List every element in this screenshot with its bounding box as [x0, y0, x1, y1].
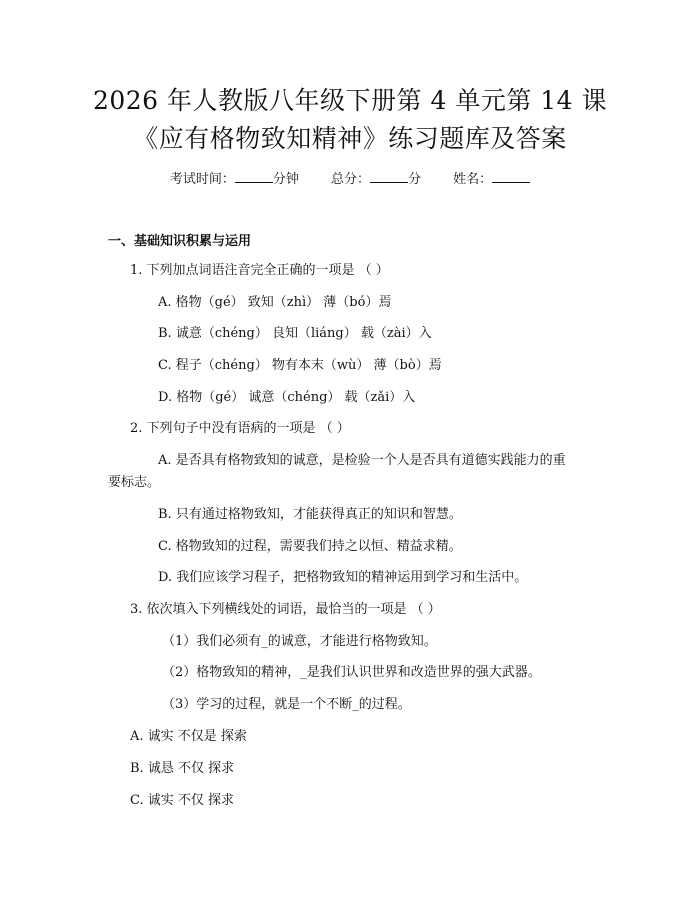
question-3-sentence-1: （1）我们必须有_的诚意，才能进行格物致知。: [162, 634, 437, 649]
document-title-line1: 2026 年人教版八年级下册第 4 单元第 14 课: [92, 86, 608, 115]
exam-name-label: 姓名：: [453, 172, 493, 187]
exam-score-unit: 分: [408, 172, 422, 187]
exam-score-blank: [370, 168, 408, 183]
question-3-option-c: C. 诚实 不仅 探求: [130, 793, 235, 808]
question-2-option-a-line1: A. 是否具有格物致知的诚意，是检验一个人是否具有道德实践能力的重: [158, 453, 566, 468]
question-3-option-b: B. 诚恳 不仅 探求: [130, 761, 235, 776]
exam-meta: [0, 168, 700, 190]
exam-time-unit: 分钟: [272, 172, 299, 187]
exam-name-blank: [492, 168, 530, 183]
exam-time-blank: [235, 168, 273, 183]
exam-score: [331, 168, 421, 190]
question-2-stem: 2. 下列句子中没有语病的一项是 （ ）: [130, 421, 350, 436]
exam-score-label: 总分：: [330, 172, 370, 187]
question-3-option-a: A. 诚实 不仅是 探索: [130, 729, 247, 744]
question-1-option-b: B. 诚意（chéng） 良知（liáng） 载（zài）入: [158, 326, 432, 341]
question-1-option-d: D. 格物（gé） 诚意（chéng） 载（zǎi）入: [158, 390, 416, 405]
document-title-line2: 《应有格物致知精神》练习题库及答案: [133, 124, 567, 153]
question-3-sentence-2: （2）格物致知的精神，_是我们认识世界和改造世界的强大武器。: [162, 665, 541, 680]
question-2-option-d: D. 我们应该学习程子，把格物致知的精神运用到学习和生活中。: [158, 570, 528, 585]
exam-name: [453, 168, 530, 190]
exam-time-label: 考试时间：: [169, 172, 235, 187]
question-2-option-b: B. 只有通过格物致知，才能获得真正的知识和智慧。: [158, 507, 462, 522]
question-1-stem: 1. 下列加点词语注音完全正确的一项是 （ ）: [130, 263, 389, 278]
question-3-stem: 3. 依次填入下列横线处的词语，最恰当的一项是 （ ）: [130, 602, 441, 617]
question-1-option-c: C. 程子（chéng） 物有本末（wù） 薄（bò）焉: [158, 358, 442, 373]
exam-time: [170, 168, 299, 190]
section-heading: 一、基础知识积累与运用: [108, 234, 252, 249]
question-1-option-a: A. 格物（gé） 致知（zhì） 薄（bó）焉: [158, 295, 392, 310]
question-2-option-c: C. 格物致知的过程，需要我们持之以恒、精益求精。: [158, 539, 462, 554]
question-3-sentence-3: （3）学习的过程，就是一个不断_的过程。: [162, 697, 411, 712]
question-2-option-a-line2: 要标志。: [108, 475, 161, 490]
